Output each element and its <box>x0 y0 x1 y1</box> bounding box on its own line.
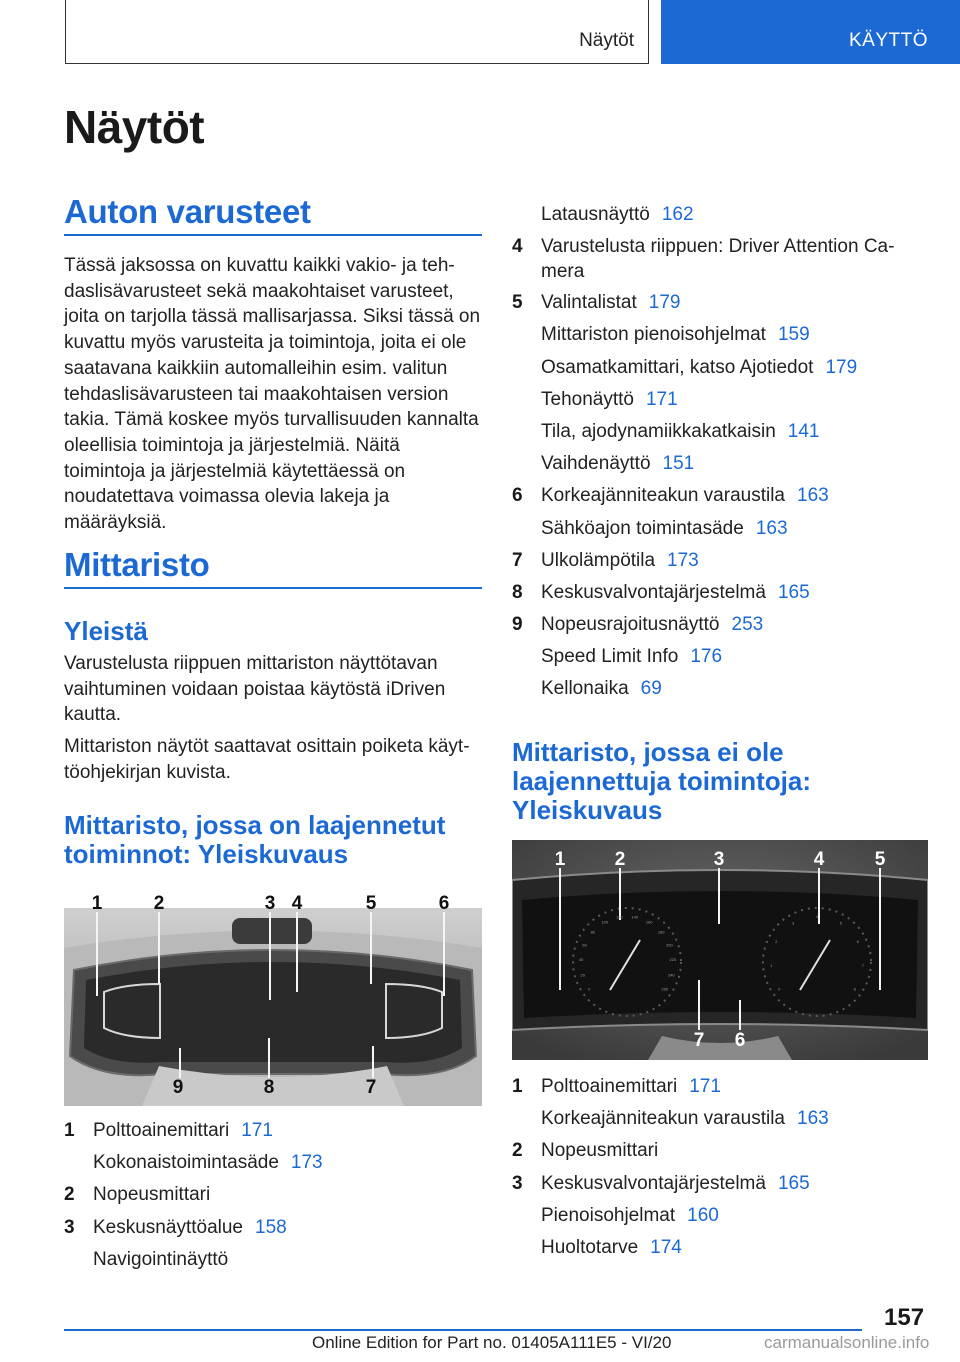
gauge-tick-label: 40 <box>578 957 584 963</box>
callout-5: 5 <box>365 893 377 914</box>
gauge-tick-label: 180 <box>657 929 665 935</box>
page-reference-link[interactable]: 151 <box>662 453 695 475</box>
page-number: 157 <box>884 1304 925 1331</box>
gauge-tick-label: 0 <box>778 986 781 992</box>
page-reference-link[interactable]: 141 <box>787 420 820 442</box>
callout-4: 4 <box>291 893 303 914</box>
figure-cluster-basic <box>512 840 928 1060</box>
page-reference-link[interactable]: 165 <box>777 1172 810 1194</box>
gauge-tick-label: 140 <box>631 914 639 920</box>
callout-6: 6 <box>438 893 450 914</box>
callout-4: 4 <box>813 849 825 870</box>
callout-5: 5 <box>874 849 886 870</box>
gauge-tick-label: 1 <box>769 963 773 968</box>
watermark: carmanualsonline.info <box>764 1333 930 1352</box>
gauge-tick-label: 100 <box>601 919 609 925</box>
general-paragraph-1: Varustelusta riippuen mittariston näyttötavan vaihtuminen voidaan poistaa käytöstä iDriven kautta. <box>64 653 446 726</box>
subheading-overview-extended: Mittaristo, jossa on laajennetut toiminnot: Yleiskuvaus <box>64 810 446 869</box>
page-reference-link[interactable]: 173 <box>667 549 699 571</box>
page-reference-link[interactable]: 171 <box>645 388 678 410</box>
figure-cluster-extended <box>64 888 482 1106</box>
callout-2: 2 <box>153 893 165 914</box>
gauge-tick-label: 4 <box>815 914 819 919</box>
section-rule <box>64 587 482 589</box>
page-reference-link[interactable]: 165 <box>777 581 810 603</box>
page-reference-link[interactable]: 159 <box>777 324 810 346</box>
gauge-tick-label: 5 <box>839 920 843 926</box>
page-reference-link[interactable]: 69 <box>640 678 662 700</box>
gauge-tick-label: 7 <box>861 963 865 968</box>
gauge-tick-label: 60 <box>582 942 587 948</box>
page-reference-link[interactable]: 179 <box>825 356 858 378</box>
section-heading-mittaristo: Mittaristo <box>64 546 210 583</box>
page-reference-link[interactable]: 253 <box>731 614 764 636</box>
callout-6: 6 <box>734 1030 746 1051</box>
intro-paragraph: Tässä jaksossa on kuvattu kaikki vakio- ja tehdaslisävarusteet sekä maakohtaiset varusteet, joita on tarjolla tässä mallisarjassa. Siksi tässä on kuvattu myös varusteita ja toimintoja, joita ei ole saatavana kaikkiin automalleihin esim. valitun tehdaslisävarusteen tai maakohtaisen version takia. Tämä koskee myös turvallisuuden kannalta oleellisia toimintoja ja järjestelmiä. Näitä toimintoja ja järjestelmiä käytettäessä on noudatettava voimassa olevia lakeja ja määräyksiä. <box>64 255 481 534</box>
section-heading-auton-varusteet: Auton varusteet <box>64 193 311 230</box>
callout-2: 2 <box>614 849 626 870</box>
page-reference-link[interactable]: 163 <box>755 517 788 539</box>
subheading-overview-basic: Mittaristo, jossa ei ole laajennettuja toimintoja: Yleiskuvaus <box>512 737 812 825</box>
page-title: Näytöt <box>64 101 205 153</box>
gauge-tick-label: 80 <box>590 929 596 935</box>
gauge-tick-label: 0 <box>588 986 591 992</box>
page-reference-link[interactable]: 179 <box>648 292 681 314</box>
gauge-tick-label: 200 <box>666 942 673 948</box>
gauge-tick-label: 2 <box>775 938 778 944</box>
callout-1: 1 <box>554 849 566 870</box>
page-reference-link[interactable]: 158 <box>255 1216 287 1238</box>
page-reference-link[interactable]: 171 <box>241 1120 273 1141</box>
callout-7: 7 <box>365 1077 377 1098</box>
callout-1: 1 <box>91 893 103 914</box>
callout-9: 9 <box>172 1077 184 1098</box>
page-reference-link[interactable]: 163 <box>797 1108 829 1130</box>
gauge-tick-label: 6 <box>856 938 859 944</box>
general-paragraph-2: Mittariston näytöt saattavat osittain poiketa käyttöohjekirjan kuvista. <box>64 736 470 783</box>
page-reference-link[interactable]: 160 <box>687 1204 719 1226</box>
gauge-tick-label: 8 <box>853 986 856 992</box>
footer-edition-text: Online Edition for Part no. 01405A111E5 - VI/20 <box>312 1333 672 1352</box>
callout-3: 3 <box>713 849 725 870</box>
header-section-tab <box>65 0 649 64</box>
header-section-label: Näytöt <box>579 30 634 51</box>
subheading-yleista: Yleistä <box>64 616 148 646</box>
page-reference-link[interactable]: 174 <box>650 1236 682 1258</box>
gauge-tick-label: 220 <box>669 957 677 963</box>
callout-7: 7 <box>693 1030 705 1051</box>
gauge-tick-label: 160 <box>645 919 653 925</box>
header-chapter-tab <box>661 0 960 64</box>
gauge-tick-label: 20 <box>580 972 585 978</box>
callout-8: 8 <box>263 1077 275 1098</box>
gauge-tick-label: 120 <box>615 914 623 920</box>
page-reference-link[interactable]: 176 <box>690 646 723 668</box>
section-rule <box>64 234 482 236</box>
callout-3: 3 <box>264 893 276 914</box>
page-reference-link[interactable]: 171 <box>689 1076 721 1097</box>
page-reference-link[interactable]: 173 <box>290 1152 323 1174</box>
footer-rule <box>64 1329 862 1331</box>
page-reference-link[interactable]: 162 <box>661 204 694 225</box>
gauge-tick-label: 260 <box>661 986 669 992</box>
page-reference-link[interactable]: 163 <box>797 485 829 507</box>
gauge-tick-label: 240 <box>667 972 675 978</box>
header-chapter-label: KÄYTTÖ <box>848 30 928 51</box>
gauge-tick-label: 3 <box>791 920 795 926</box>
